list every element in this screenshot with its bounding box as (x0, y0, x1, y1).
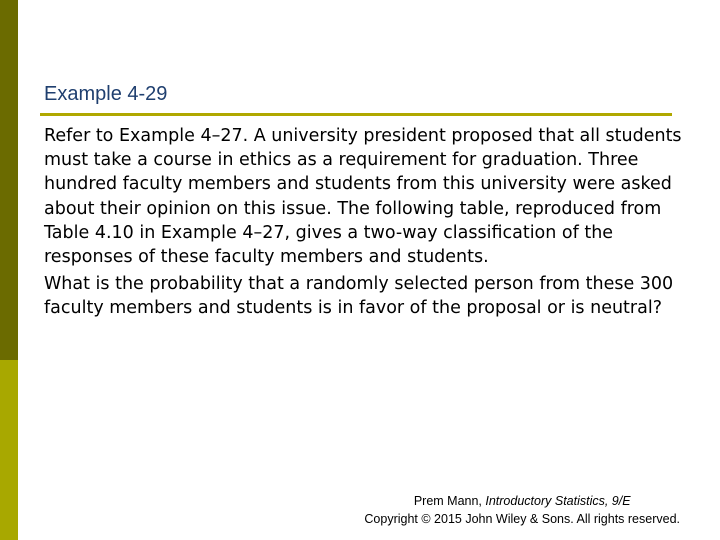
slide-footer (364, 492, 680, 528)
slide-title: Example 4-29 (44, 83, 168, 105)
body-paragraph-1: Refer to Example 4–27. A university president proposed that all students must take a course in ethics as a requirement for graduation. Three hundred faculty members and students from this university were asked about their opinion on this issue. The following table, reproduced from Table 4.10 in Example 4–27, gives a two-way classification of the responses of these faculty members and students. (44, 126, 682, 268)
sidebar-accent-dark (0, 0, 18, 360)
title-divider (40, 113, 672, 116)
footer-book-title: Introductory Statistics, 9/E (485, 494, 631, 508)
footer-citation (364, 492, 680, 510)
slide-body (44, 124, 694, 324)
body-paragraph-2: What is the probability that a randomly selected person from these 300 faculty members and students is in favor of the proposal or is neutral? (44, 274, 674, 319)
footer-author: Prem Mann, (413, 494, 486, 508)
footer-copyright: Copyright © 2015 John Wiley & Sons. All rights reserved. (364, 512, 680, 526)
sidebar-accent-light (0, 360, 18, 540)
